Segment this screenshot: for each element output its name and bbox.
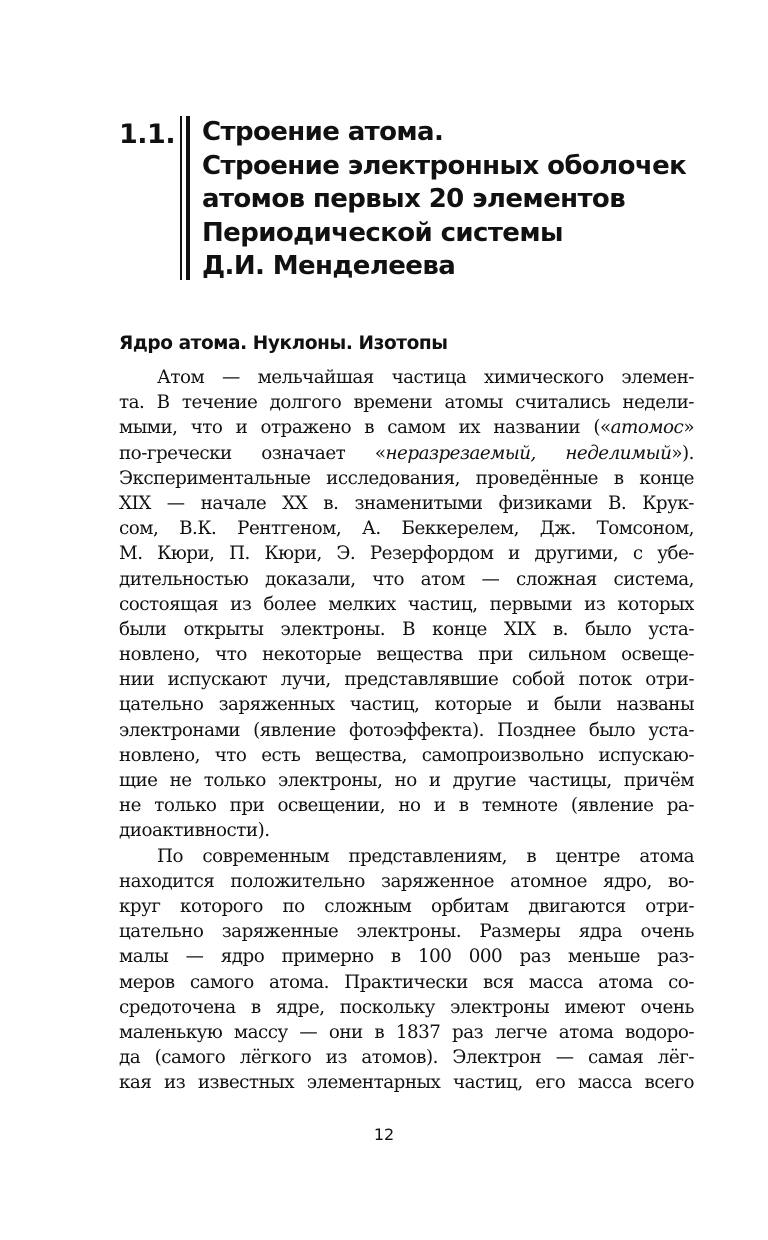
chapter-heading bbox=[119, 108, 719, 283]
text-line: находится положительно заряженное атомное ядро, во- bbox=[119, 870, 694, 892]
text-line: По современным представлениям, в центре атома bbox=[157, 845, 694, 867]
text-line: щие не только электроны, но и другие частицы, причём bbox=[119, 770, 694, 791]
text-line: Экспериментальные исследования, проведённые в конце bbox=[119, 467, 694, 489]
text-line: та. В течение долгого времени атомы считались недели- bbox=[119, 392, 694, 414]
chapter-title-line: атомов первых 20 элементов bbox=[202, 184, 626, 214]
chapter-title-line: Периодической системы bbox=[202, 217, 563, 248]
chapter-title bbox=[202, 116, 722, 284]
chapter-title-line: Д.И. Менделеева bbox=[202, 251, 456, 281]
text-line: дительностью доказали, что атом — сложная система, bbox=[119, 568, 694, 590]
text-line: новлено, что некоторые вещества при сильном освеще- bbox=[119, 644, 694, 666]
body-text bbox=[119, 365, 694, 1095]
text-line: средоточена в ядре, поскольку электроны имеют очень bbox=[119, 996, 694, 1018]
heading-double-rule bbox=[180, 116, 190, 280]
paragraph-atom-structure bbox=[119, 844, 694, 1096]
text-line: цательно заряженные электроны. Размеры ядра очень bbox=[119, 921, 694, 943]
text-line: цательно заряженных частиц, которые и были названы bbox=[119, 694, 694, 716]
text-line: сом, В.К. Рентгеном, А. Беккерелем, Дж. Томсоном, bbox=[119, 518, 694, 540]
text-line: XIX — начале XX в. знаменитыми физиками В. Крук- bbox=[119, 492, 694, 514]
text-line: диоактивности). bbox=[119, 820, 270, 842]
text-line: меров самого атома. Практически вся масса атома со- bbox=[119, 971, 694, 993]
chapter-title-line: Строение атома. bbox=[202, 117, 444, 147]
text-line: маленькую массу — они в 1837 раз легче атома водоро- bbox=[119, 1021, 694, 1043]
text-line: нии испускают лучи, представлявшие собой поток отри- bbox=[119, 669, 694, 691]
term-atom: Атом bbox=[157, 367, 205, 388]
text-line: новлено, что есть вещества, самопроизвольно испускаю- bbox=[119, 744, 694, 766]
italic-term: неразрезаемый, неделимый bbox=[385, 442, 672, 464]
text-line: да (самого лёгкого из атомов). Электрон — самая лёг- bbox=[119, 1047, 694, 1069]
text-line: по-гречески означает «неразрезаемый, неделимый»). bbox=[119, 442, 694, 464]
section-title: Ядро атома. Нуклоны. Изотопы bbox=[119, 333, 448, 354]
paragraph-atom-definition bbox=[119, 365, 694, 844]
text-line: мыми, что и отражено в самом их названии («атомос» bbox=[119, 417, 694, 439]
text-line: не только при освещении, но и в темноте (явление ра- bbox=[119, 795, 694, 817]
text-line: были открыты электроны. В конце XIX в. было уста- bbox=[119, 618, 694, 640]
text-line: состоящая из более мелких частиц, первыми из которых bbox=[119, 593, 694, 615]
chapter-number: 1.1. bbox=[119, 119, 176, 150]
text-line: малы — ядро примерно в 100 000 раз меньше раз- bbox=[119, 946, 694, 968]
italic-term: атомос bbox=[610, 417, 684, 439]
text-line: электронами (явление фотоэффекта). Позднее было уста- bbox=[119, 719, 694, 741]
chapter-title-line: Строение электронных оболочек bbox=[202, 150, 687, 181]
text-line: круг которого по сложным орбитам двигаются отри- bbox=[119, 895, 694, 917]
text-line: Атом — мельчайшая частица химического элемен- bbox=[157, 367, 694, 388]
page-number: 12 bbox=[373, 1125, 395, 1144]
rule-thin bbox=[180, 116, 182, 280]
text-line: М. Кюри, П. Кюри, Э. Резерфордом и другими, с убе- bbox=[119, 543, 694, 565]
rule-thick bbox=[186, 116, 190, 280]
text-line: кая из известных элементарных частиц, его масса всего bbox=[119, 1072, 694, 1094]
